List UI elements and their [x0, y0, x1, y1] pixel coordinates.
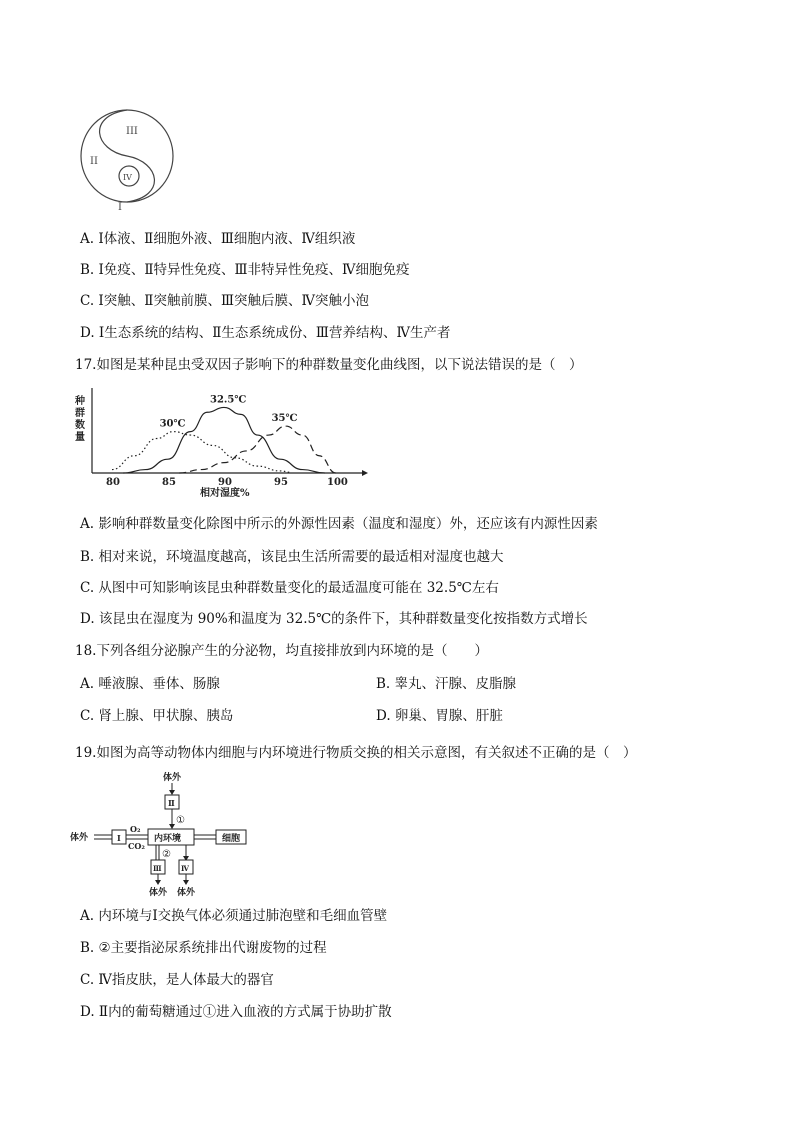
cell-label: 细胞 [222, 834, 241, 844]
ylabel-char-2: 群 [75, 408, 85, 419]
arrow-iv-head [183, 880, 189, 885]
q16-option-a: A. Ⅰ体液、Ⅱ细胞外液、Ⅲ细胞内液、Ⅳ组织液 [80, 231, 356, 247]
series-line-0 [112, 432, 291, 473]
box-I-label: Ⅰ [117, 833, 121, 843]
q19-option-a: A. 内环境与Ⅰ交换气体必须通过肺泡壁和毛细血管壁 [80, 908, 388, 924]
q18-option-b: B. 睾丸、汗腺、皮脂腺 [376, 676, 517, 692]
q17-option-a: A. 影响种群数量变化除图中所示的外源性因素（温度和湿度）外，还应该有内源性因素 [80, 516, 598, 532]
q17-stem: 17.如图是某种昆虫受双因子影响下的种群数量变化曲线图，以下说法错误的是（ ） [75, 357, 583, 373]
q18-option-d: D. 卵巢、胃腺、肝脏 [376, 708, 503, 724]
mark-1: ① [176, 815, 185, 826]
x-axis-label: 相对湿度% [200, 488, 250, 499]
arrow-iii-head [155, 880, 161, 885]
outside-bottom-2: 体外 [177, 888, 196, 898]
q19-stem: 19.如图为高等动物体内细胞与内环境进行物质交换的相关示意图，有关叙述不正确的是（ ） [75, 745, 637, 761]
q17-option-b: B. 相对来说，环境温度越高，该昆虫生活所需要的最适相对湿度也越大 [80, 549, 504, 565]
x-tick-85: 85 [162, 477, 176, 488]
q19-option-d: D. Ⅱ内的葡萄糖通过①进入血液的方式属于协助扩散 [80, 1004, 392, 1020]
box-IV-label: Ⅳ [181, 864, 189, 873]
center-label: 内环境 [154, 834, 182, 844]
q19-option-c: C. Ⅳ指皮肤，是人体最大的器官 [80, 972, 274, 988]
label-I: I [118, 202, 122, 212]
q19-option-b: B. ②主要指泌尿系统排出代谢废物的过程 [80, 940, 327, 956]
co2-label: CO₂ [128, 841, 145, 851]
label-III: III [126, 126, 138, 137]
x-tick-95: 95 [274, 477, 288, 488]
s-curve [100, 110, 155, 202]
label-II: II [90, 156, 98, 167]
q17-option-d: D. 该昆虫在湿度为 90%和温度为 32.5℃的条件下，其种群数量变化按指数方式增长 [80, 611, 588, 627]
q17-option-c: C. 从图中可知影响该昆虫种群数量变化的最适温度可能在 32.5℃左右 [80, 580, 499, 596]
q17-population-chart [72, 386, 372, 500]
x-tick-100: 100 [327, 477, 348, 488]
label-IV: IV [123, 173, 132, 182]
x-axis-arrow [362, 470, 368, 476]
q16-venn-figure [72, 104, 182, 212]
q16-option-b: B. Ⅰ免疫、Ⅱ特异性免疫、Ⅲ非特异性免疫、Ⅳ细胞免疫 [80, 262, 410, 278]
arrow-top-head [169, 790, 175, 795]
q16-option-d: D. Ⅰ生态系统的结构、Ⅱ生态系统成份、Ⅲ营养结构、Ⅳ生产者 [80, 325, 451, 341]
ylabel-char-4: 量 [75, 432, 85, 443]
series-label-1: 32.5℃ [210, 394, 247, 406]
o2-label: O₂ [130, 824, 141, 834]
x-tick-80: 80 [106, 477, 120, 488]
x-tick-90: 90 [218, 477, 232, 488]
q18-stem: 18.下列各组分泌腺产生的分泌物，均直接排放到内环境的是（ ） [75, 643, 488, 659]
mark-2: ② [162, 849, 171, 860]
ylabel-char-1: 种 [75, 396, 85, 407]
q16-option-c: C. Ⅰ突触、Ⅱ突触前膜、Ⅲ突触后膜、Ⅳ突触小泡 [80, 293, 369, 309]
series-label-2: 35℃ [271, 413, 298, 425]
arrow-ii-head [169, 824, 175, 829]
q18-option-a: A. 唾液腺、垂体、肠腺 [80, 676, 220, 692]
box-III-label: Ⅲ [153, 864, 162, 873]
outside-top: 体外 [163, 773, 182, 783]
box-II-label: Ⅱ [168, 798, 175, 808]
outside-left: 体外 [70, 833, 89, 843]
outside-bottom-1: 体外 [149, 888, 168, 898]
ylabel-char-3: 数 [75, 420, 85, 431]
q18-option-c: C. 肾上腺、甲状腺、胰岛 [80, 708, 234, 724]
q19-exchange-diagram [70, 770, 270, 900]
series-label-0: 30℃ [159, 418, 186, 430]
y-axis-label [74, 394, 88, 443]
